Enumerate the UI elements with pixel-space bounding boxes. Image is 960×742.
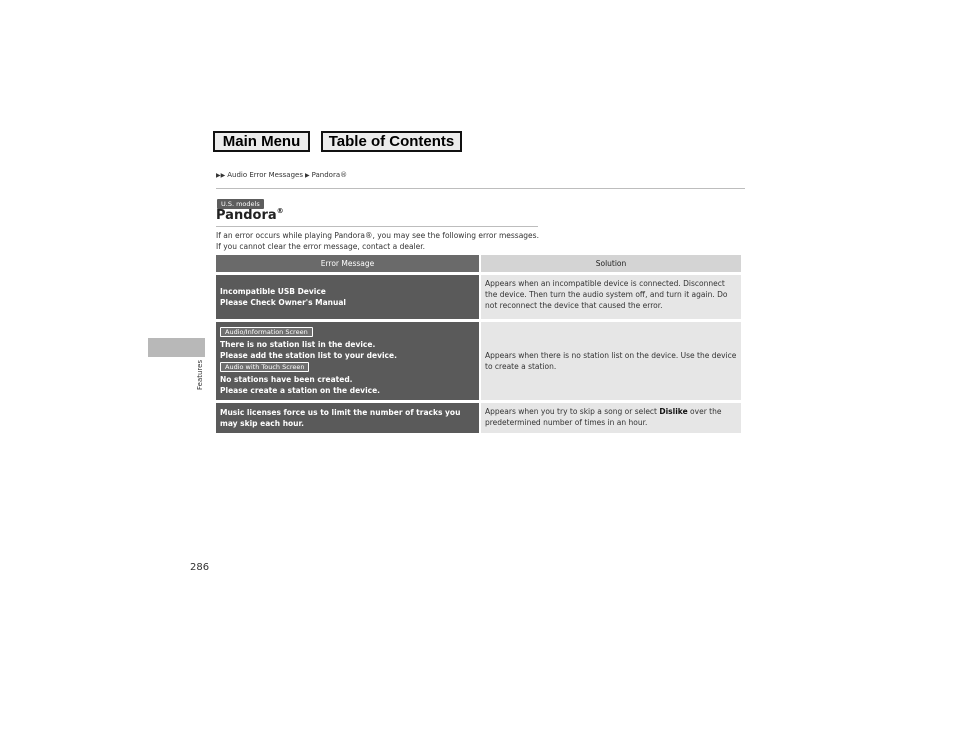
intro-line: If an error occurs while playing Pandora®, you may see the following error messages.	[216, 231, 539, 240]
solution-cell: Appears when there is no station list on the device. Use the device to create a station.	[481, 322, 741, 400]
intro-line: If you cannot clear the error message, contact a dealer.	[216, 242, 426, 251]
title-divider	[216, 226, 538, 227]
breadcrumb-item-pandora[interactable]: Pandora®	[311, 171, 348, 179]
breadcrumb-arrow-icon: ▶▶	[216, 171, 226, 179]
error-message-line: Incompatible USB Device	[220, 287, 326, 296]
error-message-cell	[216, 275, 481, 319]
breadcrumb-arrow-icon: ▶	[304, 171, 310, 179]
error-message-cell: Music licenses force us to limit the number of tracks you may skip each hour.	[216, 403, 481, 433]
dislike-term: Dislike	[659, 407, 688, 416]
audio-touch-screen-tag: Audio with Touch Screen	[220, 362, 309, 372]
section-label: Features	[196, 359, 204, 390]
model-badge: U.S. models	[217, 199, 264, 209]
section-title-text: Pandora	[216, 208, 277, 223]
solution-text: over the predetermined number of times in an hour.	[485, 407, 722, 427]
table-header-row	[216, 255, 741, 272]
error-message-line: Please add the station list to your device.	[220, 351, 397, 360]
section-title	[216, 208, 284, 223]
error-message-line: Please create a station on the device.	[220, 386, 381, 395]
error-message-line: Please Check Owner's Manual	[220, 298, 346, 307]
page-number: 286	[190, 562, 210, 573]
table-row	[216, 403, 741, 433]
table-row	[216, 322, 741, 400]
section-tab	[148, 338, 205, 357]
header-divider	[216, 188, 745, 189]
main-menu-button[interactable]: Main Menu	[213, 131, 310, 152]
table-row	[216, 275, 741, 319]
registered-mark: ®	[276, 207, 284, 215]
column-header-error-message: Error Message	[216, 255, 481, 272]
error-message-cell	[216, 322, 481, 400]
breadcrumb-item-audio-error-messages[interactable]: Audio Error Messages	[227, 171, 303, 179]
audio-information-screen-tag: Audio/Information Screen	[220, 327, 313, 337]
intro-text	[216, 230, 539, 252]
solution-cell	[481, 403, 741, 433]
error-message-line: There is no station list in the device.	[220, 340, 376, 349]
column-header-solution: Solution	[481, 255, 741, 272]
breadcrumb	[216, 171, 347, 179]
error-message-line: No stations have been created.	[220, 375, 353, 384]
table-of-contents-button[interactable]: Table of Contents	[321, 131, 462, 152]
error-message-table	[216, 252, 741, 436]
solution-cell: Appears when an incompatible device is connected. Disconnect the device. Then turn the audio system off, and turn it again. Do not reconnect the device that caused the error.	[481, 275, 741, 319]
solution-text: Appears when you try to skip a song or select	[485, 407, 660, 416]
